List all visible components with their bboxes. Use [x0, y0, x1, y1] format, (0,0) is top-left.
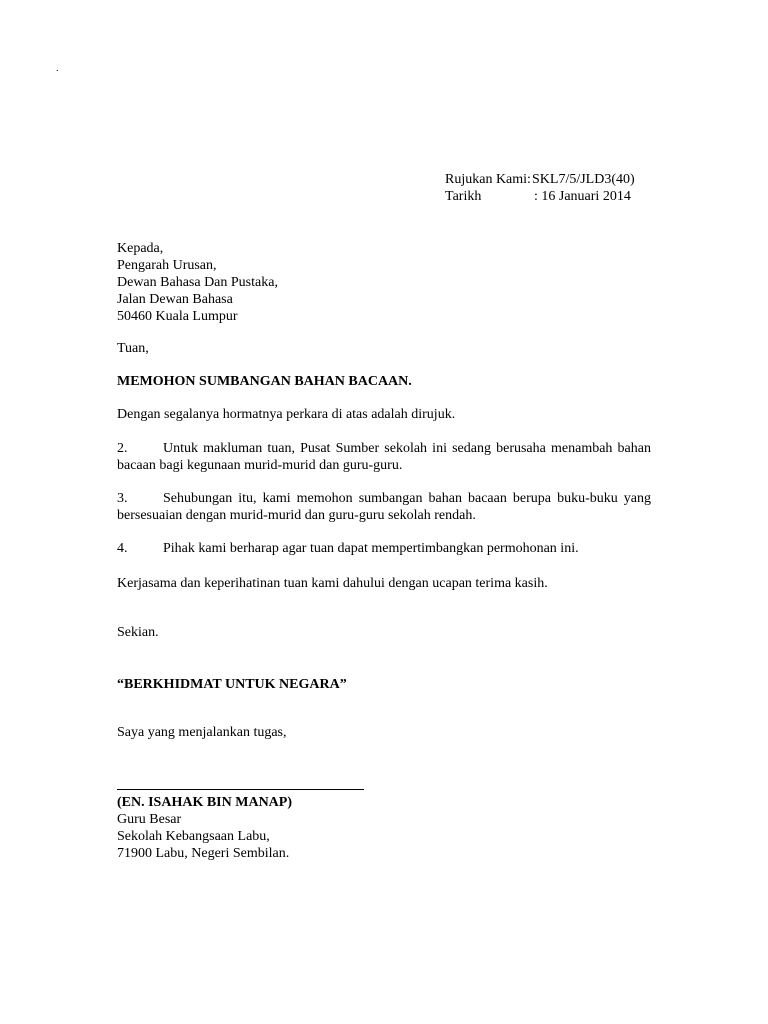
motto: “BERKHIDMAT UNTUK NEGARA” [117, 677, 347, 692]
recipient-line: Dewan Bahasa Dan Pustaka, [117, 275, 278, 290]
recipient-address [117, 240, 278, 325]
salutation: Tuan, [117, 341, 149, 356]
paragraph-number: 2. [117, 441, 128, 456]
reference-block [445, 171, 635, 205]
reference-value: SKL7/5/JLD3(40) [532, 172, 635, 187]
paragraph-2 [117, 440, 651, 474]
paragraph-4 [117, 540, 651, 557]
signature-intro: Saya yang menjalankan tugas, [117, 725, 287, 740]
date-label: Tarikh [445, 189, 482, 204]
recipient-line: 50460 Kuala Lumpur [117, 309, 238, 324]
paragraph-1: Dengan segalanya hormatnya perkara di atas adalah dirujuk. [117, 407, 456, 422]
recipient-line: Jalan Dewan Bahasa [117, 292, 233, 307]
paragraph-text: Sehubungan itu, kami memohon sumbangan bahan bacaan berupa buku-buku yang bersesuaian dengan murid-murid dan guru-guru sekolah rendah. [117, 491, 651, 523]
signature-line [117, 789, 364, 790]
page-mark: . [56, 63, 59, 74]
paragraph-5: Kerjasama dan keperihatinan tuan kami dahului dengan ucapan terima kasih. [117, 576, 548, 591]
signer-address: 71900 Labu, Negeri Sembilan. [117, 846, 290, 861]
recipient-line: Pengarah Urusan, [117, 258, 217, 273]
signer-block [117, 794, 292, 862]
reference-row [445, 171, 635, 188]
date-value: : 16 Januari 2014 [534, 189, 631, 204]
reference-label: Rujukan Kami: [445, 172, 531, 187]
letter-subject: MEMOHON SUMBANGAN BAHAN BACAAN. [117, 374, 412, 389]
closing: Sekian. [117, 625, 159, 640]
recipient-line: Kepada, [117, 241, 164, 256]
signer-name: (EN. ISAHAK BIN MANAP) [117, 795, 292, 810]
date-row [445, 188, 635, 205]
signer-school: Sekolah Kebangsaan Labu, [117, 829, 270, 844]
paragraph-3 [117, 490, 651, 524]
paragraph-number: 3. [117, 491, 128, 506]
paragraph-text: Untuk makluman tuan, Pusat Sumber sekolah ini sedang berusaha menambah bahan bacaan bagi kegunaan murid-murid dan guru-guru. [117, 441, 651, 473]
signer-title: Guru Besar [117, 812, 182, 827]
paragraph-number: 4. [117, 541, 128, 556]
paragraph-text: Pihak kami berharap agar tuan dapat mempertimbangkan permohonan ini. [163, 541, 579, 556]
